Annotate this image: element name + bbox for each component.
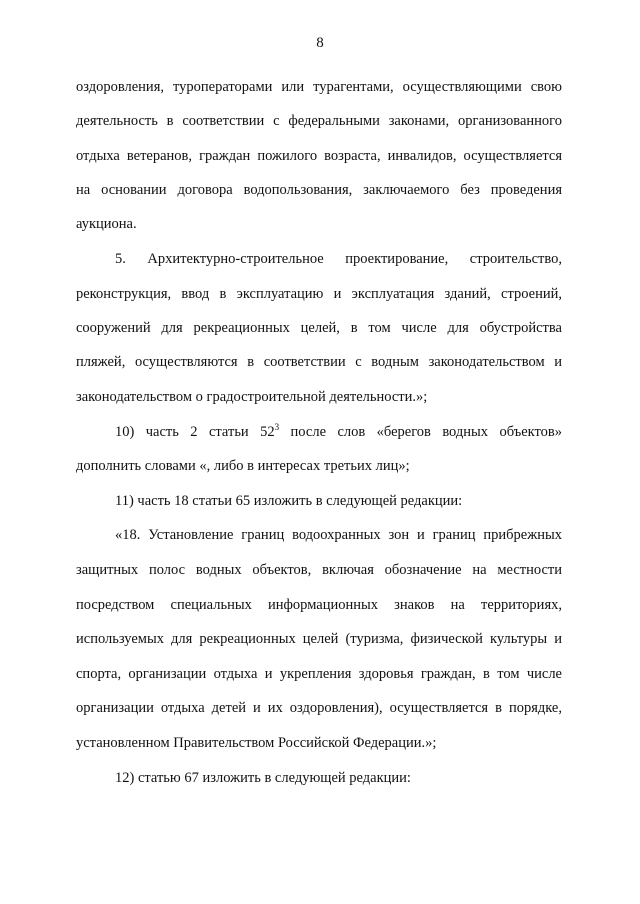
text-line: защитных полос водных объектов, включая обозначение на местности <box>76 562 562 578</box>
text-line: аукциона. <box>76 216 137 232</box>
page-number: 8 <box>316 35 324 51</box>
text-line: законодательством о градостроительной деятельности.»; <box>76 389 428 405</box>
text-line: 11) часть 18 статьи 65 изложить в следующей редакции: <box>115 493 463 509</box>
text-line: 12) статью 67 изложить в следующей редакции: <box>115 770 411 786</box>
text-line: пляжей, осуществляются в соответствии с водным законодательством и <box>76 354 562 370</box>
text-line: посредством специальных информационных знаков на территориях, <box>76 597 562 613</box>
text-line: спорта, организации отдыха и укрепления здоровья граждан, в том числе <box>76 666 562 682</box>
line-text-after: после слов «берегов водных объектов» <box>279 424 562 440</box>
line-text-before: 10) часть 2 статьи 52 <box>115 424 275 440</box>
superscript: 3 <box>274 422 280 432</box>
text-line: 5. Архитектурно-строительное проектирование, строительство, <box>115 251 562 267</box>
text-line: организации отдыха детей и их оздоровления), осуществляется в порядке, <box>76 700 562 716</box>
text-line: оздоровления, туроператорами или турагентами, осуществляющими свою <box>76 79 562 95</box>
text-line: установленном Правительством Российской Федерации.»; <box>76 735 437 751</box>
text-line: на основании договора водопользования, заключаемого без проведения <box>76 182 562 198</box>
text-line-with-superscript <box>115 423 562 441</box>
text-line: деятельность в соответствии с федеральными законами, организованного <box>76 113 562 129</box>
text-line: используемых для рекреационных целей (туризма, физической культуры и <box>76 631 562 647</box>
text-line: «18. Установление границ водоохранных зон и границ прибрежных <box>115 527 562 543</box>
text-line: дополнить словами «, либо в интересах третьих лиц»; <box>76 458 410 474</box>
text-line: отдыха ветеранов, граждан пожилого возраста, инвалидов, осуществляется <box>76 148 562 164</box>
text-line: реконструкция, ввод в эксплуатацию и эксплуатация зданий, строений, <box>76 286 562 302</box>
text-line: сооружений для рекреационных целей, в том числе для обустройства <box>76 320 562 336</box>
